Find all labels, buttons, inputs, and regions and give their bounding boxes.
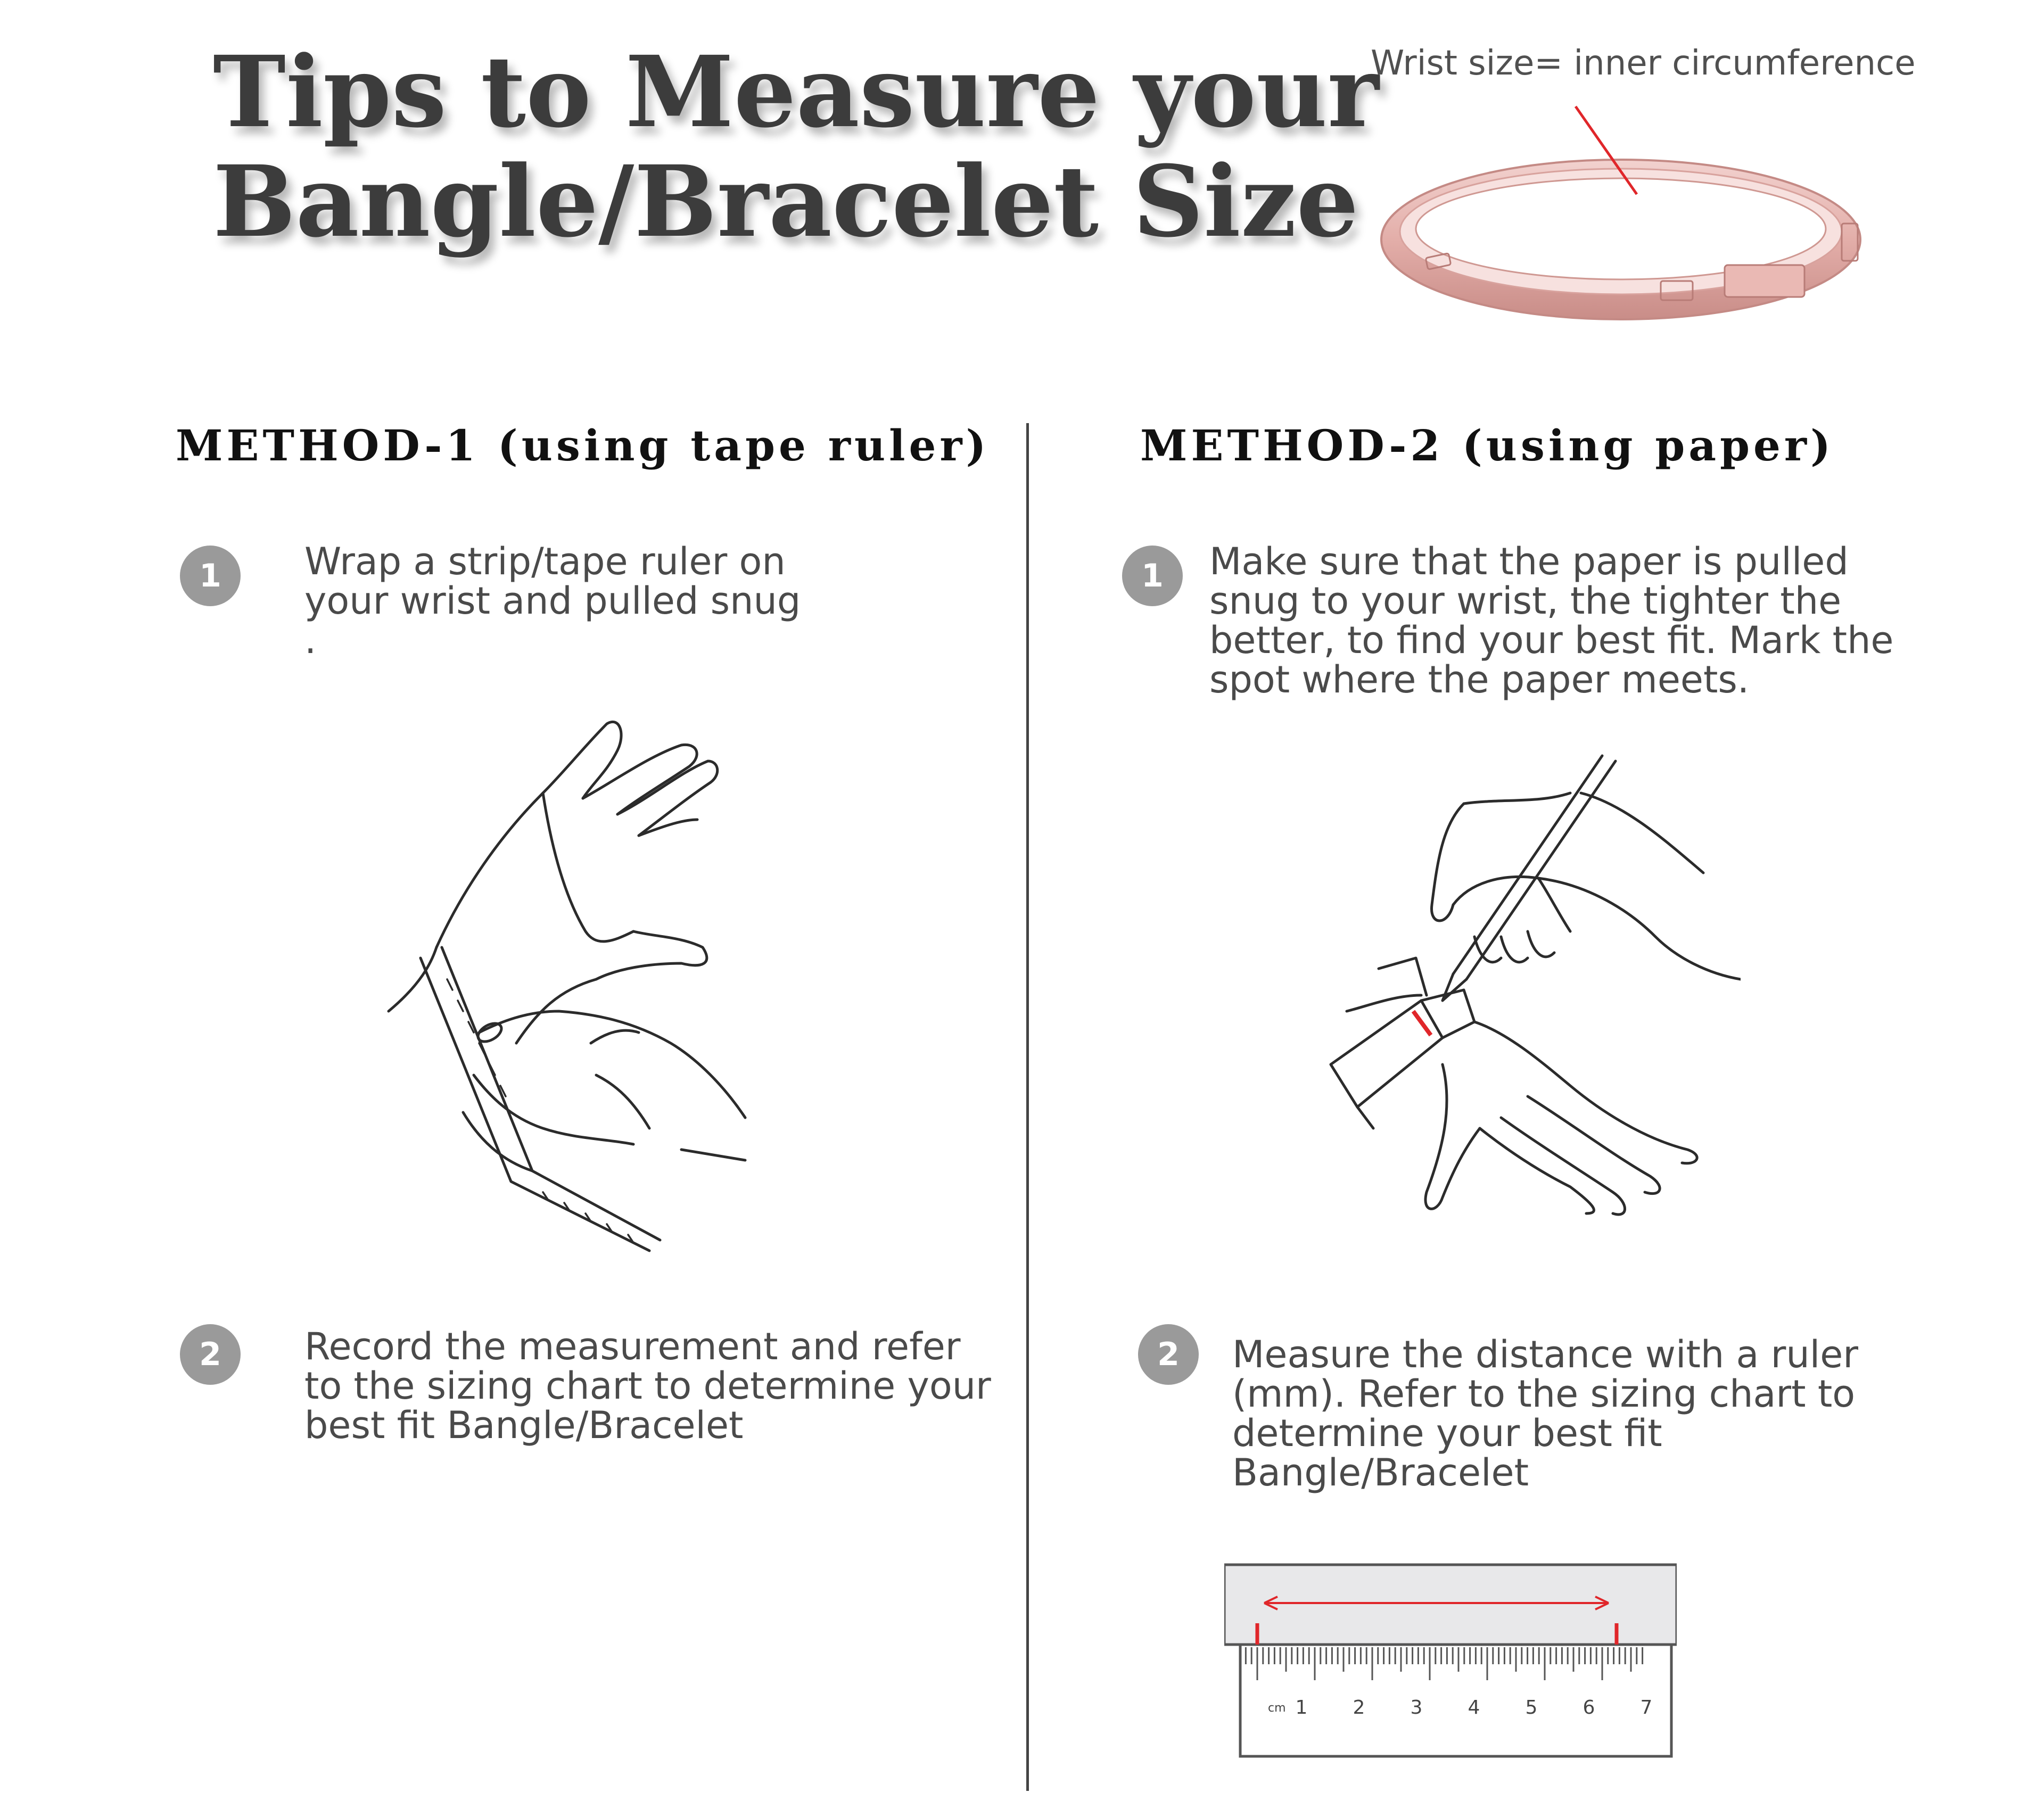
method2-step1-line-1: Make sure that the paper is pulled xyxy=(1209,540,1849,583)
method1-step2-text xyxy=(304,1327,991,1445)
page-title-line-2: Bangle/Bracelet Size xyxy=(213,144,1359,259)
method1-step1-line-2: your wrist and pulled snug xyxy=(304,579,801,623)
paper-strip-wrist-illustration xyxy=(1262,745,1741,1277)
ruler-illustration xyxy=(1224,1543,1677,1767)
method2-step2-text xyxy=(1232,1335,1858,1492)
page-title-line-1: Tips to Measure your xyxy=(213,35,1379,150)
method1-step1-line-1: Wrap a strip/tape ruler on xyxy=(304,540,786,583)
ruler-number: 6 xyxy=(1583,1697,1595,1719)
method1-step2-line-2: to the sizing chart to determine your xyxy=(304,1364,991,1408)
method1-step2-badge: 2 xyxy=(180,1324,241,1385)
method1-step1-badge: 1 xyxy=(180,546,241,606)
method2-step1-line-4: spot where the paper meets. xyxy=(1209,658,1750,701)
ruler-number: 5 xyxy=(1525,1697,1538,1719)
ruler-number: 3 xyxy=(1410,1697,1423,1719)
page-title xyxy=(213,35,1379,259)
method2-heading: METHOD-2 (using paper) xyxy=(1140,420,1834,470)
tape-ruler-wrist-illustration xyxy=(383,713,756,1267)
method2-step1-line-2: snug to your wrist, the tighter the xyxy=(1209,579,1842,623)
column-divider xyxy=(1026,423,1029,1791)
method2-step1-line-3: better, to find your best fit. Mark the xyxy=(1209,618,1894,662)
method2-step1-text xyxy=(1209,542,1894,699)
method1-step1-line-3: . xyxy=(304,618,317,662)
bangle-caption: Wrist size= inner circumference xyxy=(1371,44,1916,83)
ruler-number: 4 xyxy=(1468,1697,1480,1719)
method2-step2-line-3: determine your best fit xyxy=(1232,1411,1662,1455)
paper-strip xyxy=(1224,1565,1677,1645)
ruler-unit-label: cm xyxy=(1268,1701,1286,1715)
method1-step2-line-3: best fit Bangle/Bracelet xyxy=(304,1403,744,1447)
method2-step2-badge: 2 xyxy=(1138,1324,1199,1385)
method2-step1-badge: 1 xyxy=(1122,546,1183,606)
method1-step2-line-1: Record the measurement and refer xyxy=(304,1325,961,1368)
ruler-number: 2 xyxy=(1353,1697,1365,1719)
ruler-body xyxy=(1240,1629,1671,1756)
ruler-number: 7 xyxy=(1640,1697,1653,1719)
method1-step1-text xyxy=(304,542,801,660)
method2-step2-line-4: Bangle/Bracelet xyxy=(1232,1451,1529,1494)
method1-heading: METHOD-1 (using tape ruler) xyxy=(176,420,990,470)
bangle-illustration xyxy=(1352,96,1890,373)
method2-step2-line-1: Measure the distance with a ruler xyxy=(1232,1333,1859,1376)
ruler-number: 1 xyxy=(1295,1697,1308,1719)
method2-step2-line-2: (mm). Refer to the sizing chart to xyxy=(1232,1372,1856,1416)
